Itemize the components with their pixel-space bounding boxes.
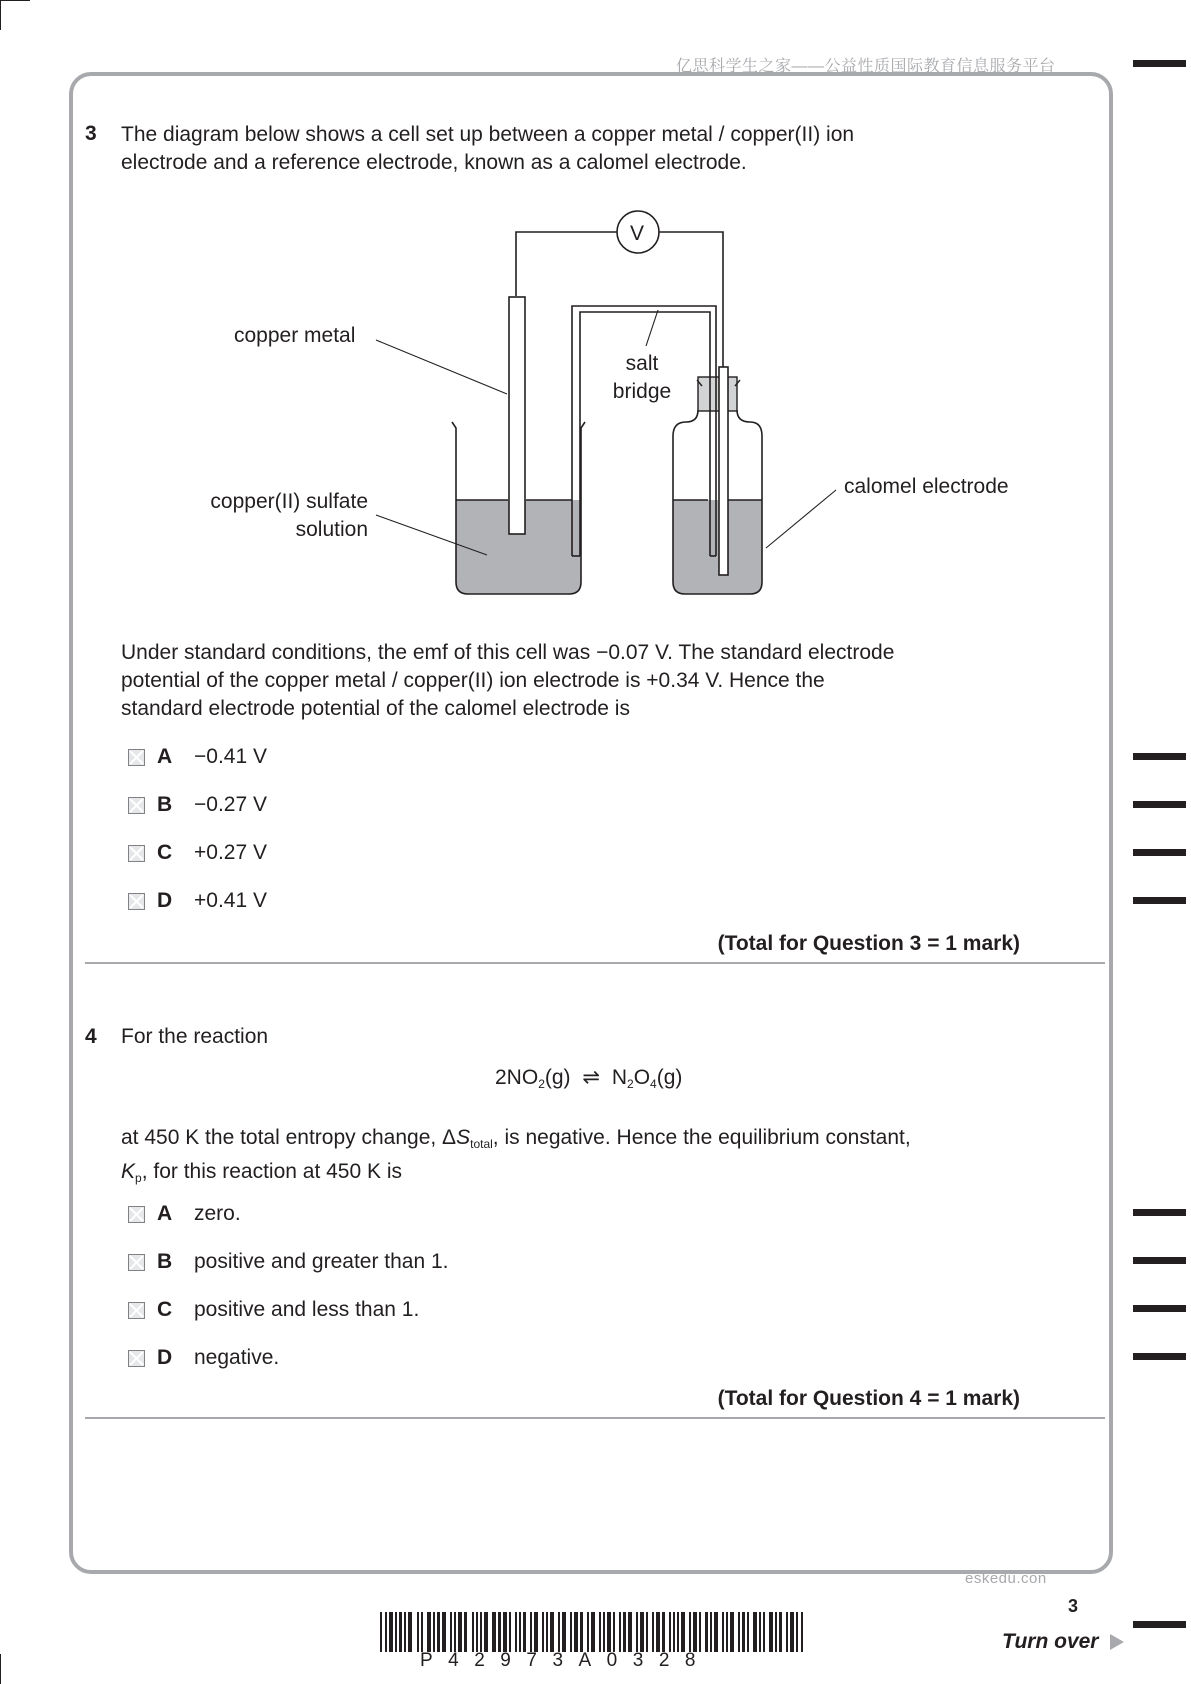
answer-checkbox[interactable]: [128, 1302, 145, 1319]
label-copper-sulfate-solution: copper(II) sulfate solution: [210, 490, 368, 541]
question-body: at 450 K the total entropy change, $\Delta S_{total}$, is negative. Hence the equilibrium constant, $K_p$, for this reaction at 450 K is: [121, 1126, 911, 1185]
option-letter: B: [157, 1250, 173, 1273]
option-text: positive and less than 1.: [194, 1298, 420, 1321]
label-copper-metal: copper metal: [234, 324, 356, 347]
option-c[interactable]: [128, 1297, 419, 1323]
option-text: zero.: [194, 1202, 241, 1225]
question-number: 3: [85, 122, 97, 145]
triangle-right-icon: [1110, 1634, 1124, 1650]
question-total: (Total for Question 3 = 1 mark): [717, 932, 1020, 955]
option-d[interactable]: [128, 888, 267, 914]
option-b[interactable]: [128, 1249, 449, 1275]
answer-checkbox[interactable]: [128, 797, 145, 814]
answer-checkbox[interactable]: [128, 845, 145, 862]
calomel-electrode: [719, 367, 728, 575]
margin-mark: [1133, 897, 1186, 904]
option-letter: D: [157, 889, 173, 912]
voltmeter-label: V: [630, 222, 645, 245]
divider: [85, 1417, 1105, 1419]
answer-checkbox[interactable]: [128, 749, 145, 766]
question-total: (Total for Question 4 = 1 mark): [717, 1387, 1020, 1410]
question-body: Under standard conditions, the emf of this cell was −0.07 V. The standard electrode potential of the copper metal / copper(II) ion electrode is +0.34 V. Hence the standard electrode potential of the calomel electrode is: [121, 641, 895, 720]
equilibrium-arrow: ⇌: [582, 1066, 600, 1089]
option-letter: A: [157, 745, 173, 768]
footer-watermark: eskedu.con: [965, 1570, 1047, 1587]
option-text: negative.: [194, 1346, 280, 1369]
label-calomel-electrode: calomel electrode: [844, 475, 1009, 498]
margin-mark: [1133, 849, 1186, 856]
stem-line: The diagram below shows a cell set up between a copper metal / copper(II) ion: [121, 123, 855, 146]
option-a[interactable]: [128, 1201, 241, 1227]
option-text: positive and greater than 1.: [194, 1250, 449, 1273]
option-text: −0.27 V: [194, 793, 267, 816]
margin-mark: [1133, 1257, 1186, 1264]
page-number: 3: [1068, 1596, 1079, 1616]
option-c[interactable]: [128, 840, 267, 866]
calomel-solution: [673, 500, 762, 594]
margin-mark: [1133, 1209, 1186, 1216]
label-salt-bridge: salt bridge: [612, 352, 672, 403]
header-watermark: 亿思科学生之家——公益性质国际教育信息服务平台: [676, 58, 1056, 75]
answer-checkbox[interactable]: [128, 1350, 145, 1367]
electrochemical-cell-diagram: [0, 0, 1191, 620]
question-number: 4: [85, 1025, 97, 1048]
barcode: [380, 1612, 810, 1652]
option-a[interactable]: [128, 744, 267, 770]
answer-checkbox[interactable]: [128, 893, 145, 910]
option-text: −0.41 V: [194, 745, 267, 768]
barcode-text: P42973A0328: [420, 1650, 711, 1671]
option-letter: D: [157, 1346, 173, 1369]
option-letter: C: [157, 841, 173, 864]
answer-checkbox[interactable]: [128, 1206, 145, 1223]
option-letter: A: [157, 1202, 173, 1225]
copper-electrode: [509, 297, 525, 534]
answer-checkbox[interactable]: [128, 1254, 145, 1271]
divider: [85, 962, 1105, 964]
option-letter: C: [157, 1298, 173, 1321]
option-text: +0.41 V: [194, 889, 267, 912]
margin-mark: [1133, 801, 1186, 808]
option-d[interactable]: [128, 1345, 279, 1371]
reaction-equation: $2NO_2(g)$ ⇌ $N_2O_4(g)$: [495, 1066, 683, 1091]
crop-mark: [0, 1654, 1, 1684]
option-letter: B: [157, 793, 173, 816]
question-stem: For the reaction: [121, 1025, 269, 1048]
option-text: +0.27 V: [194, 841, 267, 864]
option-b[interactable]: [128, 792, 267, 818]
margin-mark: [1133, 1353, 1186, 1360]
margin-mark: [1133, 753, 1186, 760]
turn-over: Turn over: [1002, 1630, 1124, 1654]
margin-mark: [1133, 1621, 1186, 1628]
margin-mark: [1133, 1305, 1186, 1312]
stem-line: electrode and a reference electrode, known as a calomel electrode.: [121, 151, 747, 174]
